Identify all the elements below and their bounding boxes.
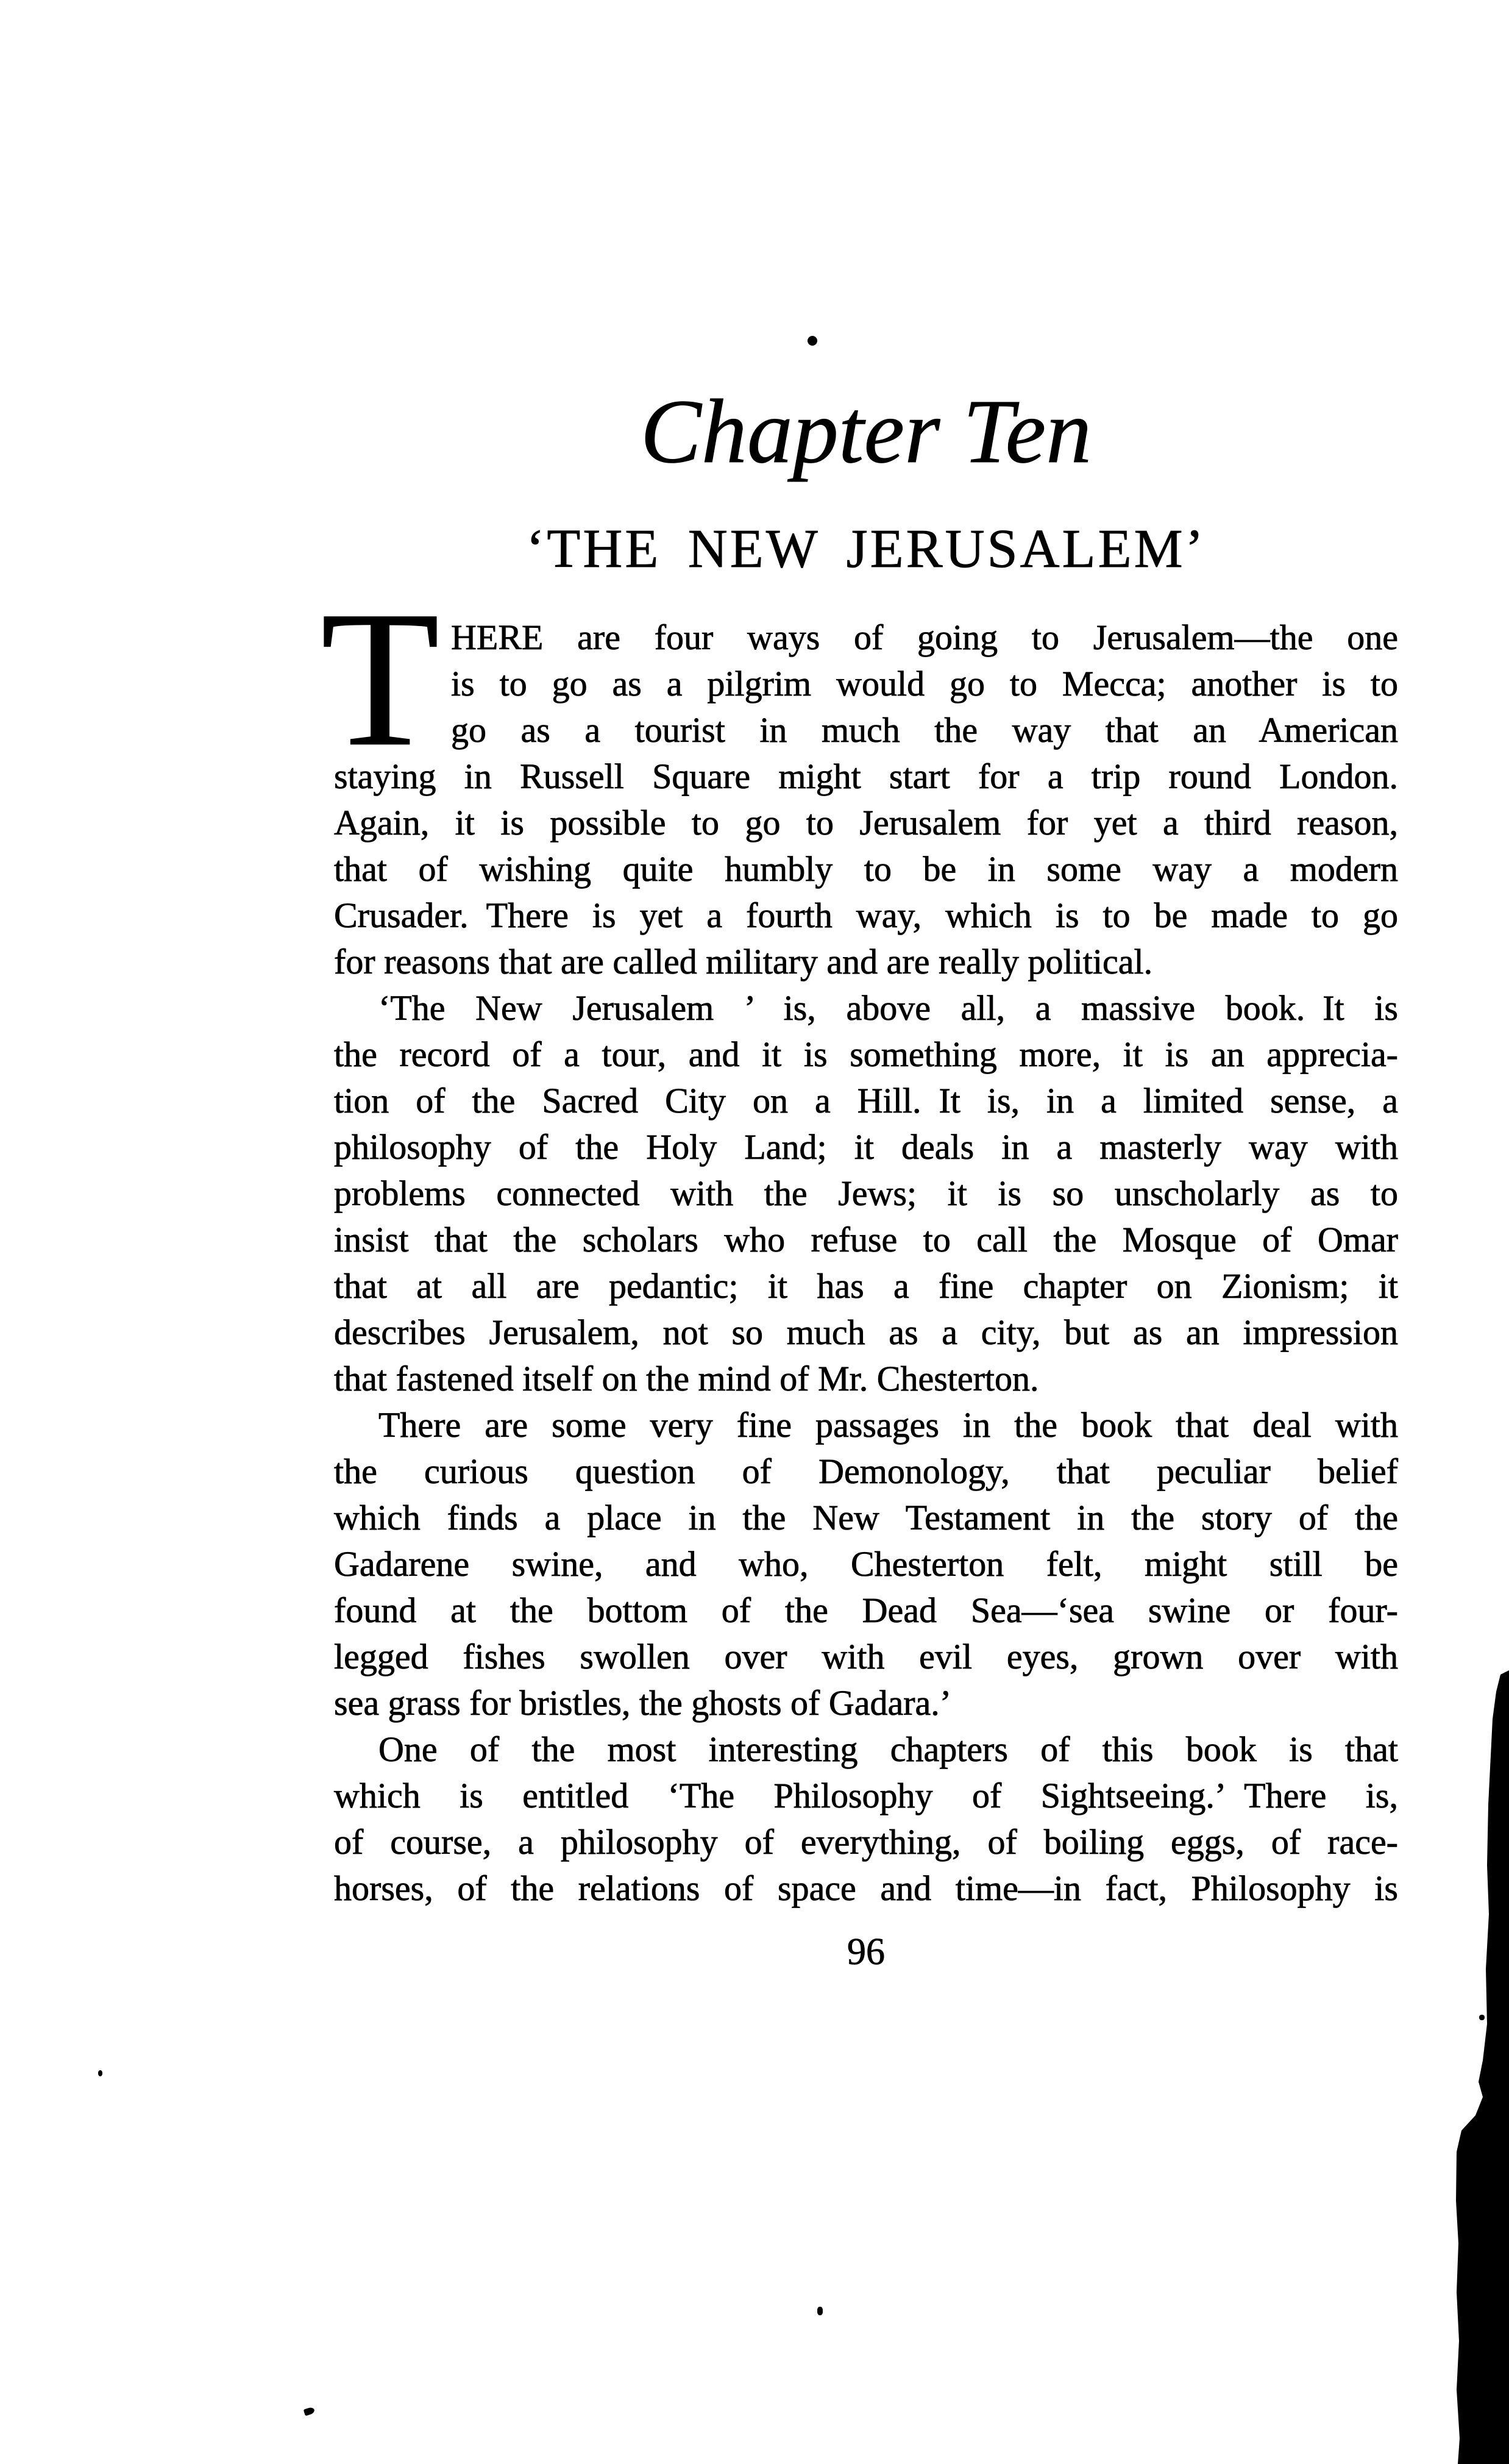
text-line: horses, of the relations of space and time—in fact, Philosophy is bbox=[334, 1868, 1398, 1908]
paragraph bbox=[334, 1726, 1398, 1912]
text-line: of course, a philosophy of everything, of boiling eggs, of race- bbox=[334, 1822, 1398, 1862]
text-line: for reasons that are called military and are really political. bbox=[334, 942, 1153, 981]
text-line: Gadarene swine, and who, Chesterton felt, might still be bbox=[334, 1544, 1398, 1584]
text-line: the curious question of Demonology, that peculiar belief bbox=[334, 1451, 1398, 1491]
text-line: One of the most interesting chapters of this book is that bbox=[378, 1729, 1398, 1769]
text-line: insist that the scholars who refuse to call the Mosque of Omar bbox=[334, 1220, 1398, 1259]
paragraph bbox=[334, 985, 1398, 1402]
text-line: philosophy of the Holy Land; it deals in a masterly way with bbox=[334, 1127, 1398, 1167]
text-line: staying in Russell Square might start for a trip round London. bbox=[334, 757, 1398, 796]
body-text bbox=[334, 614, 1398, 1912]
text-line: HERE are four ways of going to Jerusalem—the one bbox=[451, 618, 1398, 657]
text-line: the record of a tour, and it is something more, it is an apprecia- bbox=[334, 1034, 1398, 1074]
ink-dot-left-margin bbox=[98, 2070, 102, 2076]
page-title: Chapter Ten bbox=[640, 381, 1092, 482]
text-line: found at the bottom of the Dead Sea—‘sea swine or four- bbox=[334, 1590, 1398, 1630]
paragraph bbox=[334, 614, 1398, 985]
text-line: which is entitled ‘The Philosophy of Sightseeing.’ There is, bbox=[334, 1776, 1398, 1815]
text-line: which finds a place in the New Testament in the story of the bbox=[334, 1498, 1398, 1537]
text-line: tion of the Sacred City on a Hill. It is, in a limited sense, a bbox=[334, 1081, 1398, 1120]
text-line: that fastened itself on the mind of Mr. Chesterton. bbox=[334, 1359, 1039, 1398]
scan-edge-shadow bbox=[1450, 1646, 1509, 2464]
text-line: ‘The New Jerusalem ’ is, above all, a massive book. It is bbox=[378, 988, 1398, 1028]
text-line: legged fishes swollen over with evil eyes, grown over with bbox=[334, 1637, 1398, 1676]
text-line: sea grass for bristles, the ghosts of Gadara.’ bbox=[334, 1683, 952, 1723]
drop-cap-letter: T bbox=[321, 571, 440, 787]
text-line: is to go as a pilgrim would go to Mecca; another is to bbox=[451, 664, 1398, 703]
text-line: Again, it is possible to go to Jerusalem for yet a third reason, bbox=[334, 803, 1398, 842]
text-line: that at all are pedantic; it has a fine chapter on Zionism; it bbox=[334, 1266, 1398, 1306]
paragraph bbox=[334, 1402, 1398, 1726]
page-number: 96 bbox=[847, 1931, 885, 1973]
text-line: There are some very fine passages in the book that deal with bbox=[378, 1405, 1398, 1445]
ink-tick-bottom-left bbox=[304, 2407, 316, 2416]
text-line: that of wishing quite humbly to be in some way a modern bbox=[334, 849, 1398, 889]
text-line: problems connected with the Jews; it is so unscholarly as to bbox=[334, 1173, 1398, 1213]
text-line: Crusader. There is yet a fourth way, which is to be made to go bbox=[334, 896, 1398, 935]
text-line: go as a tourist in much the way that an American bbox=[451, 710, 1398, 750]
ink-dot-bottom-center bbox=[817, 2307, 823, 2315]
page-subtitle: ‘THE NEW JERUSALEM’ bbox=[526, 519, 1206, 579]
text-line: describes Jerusalem, not so much as a city, but as an impression bbox=[334, 1312, 1398, 1352]
ink-dot-top bbox=[808, 336, 817, 346]
